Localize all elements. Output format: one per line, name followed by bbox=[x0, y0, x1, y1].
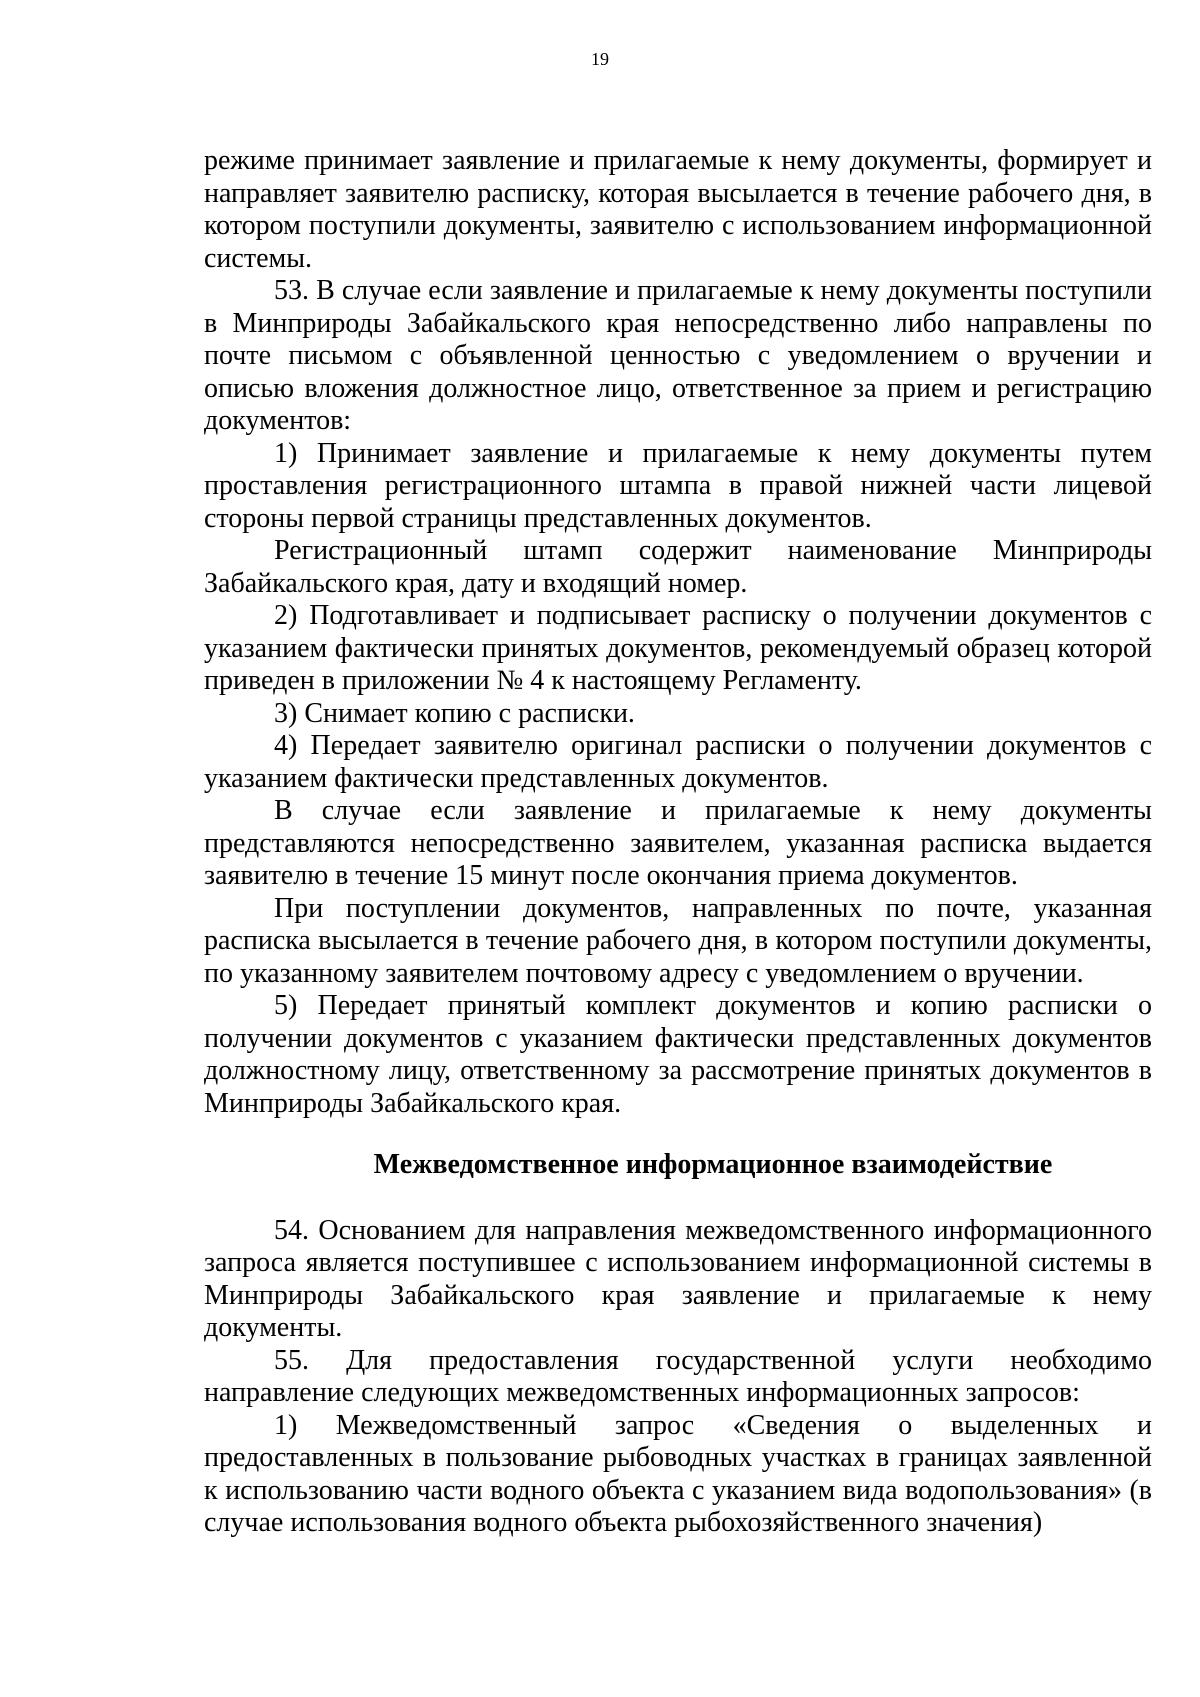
paragraph: 5) Передает принятый комплект документов и копию расписки о получении документов с указанием фактически представленных документов должностному лицу, ответственному за рассмотрение принятых документов в Минприроды Забайкальского края. bbox=[204, 990, 1152, 1119]
paragraph: режиме принимает заявление и прилагаемые к нему документы, формирует и направляет заявителю расписку, которая высылается в течение рабочего дня, в котором поступили документы, заявителю с использованием информационной системы. bbox=[204, 145, 1152, 274]
paragraph: В случае если заявление и прилагаемые к нему документы представляются непосредственно заявителем, указанная расписка выдается заявителю в течение 15 минут после окончания приема документов. bbox=[204, 795, 1152, 891]
paragraph-55: 55. Для предоставления государственной услуги необходимо направление следующих межведомственных информационных запросов: bbox=[204, 1344, 1152, 1408]
page-number: 19 bbox=[591, 49, 609, 69]
paragraph: Регистрационный штамп содержит наименование Минприроды Забайкальского края, дату и входящий номер. bbox=[204, 535, 1152, 599]
paragraph: 1) Межведомственный запрос «Сведения о выделенных и предоставленных в пользование рыбоводных участках в границах заявленной к использованию части водного объекта с указанием вида водопользования» (в случае использования водного объекта рыбохозяйственного значения) bbox=[204, 1409, 1152, 1538]
paragraph: При поступлении документов, направленных по почте, указанная расписка высылается в течение рабочего дня, в котором поступили документы, по указанному заявителем почтовому адресу с уведомлением о вручении. bbox=[204, 892, 1152, 989]
paragraph-53: 53. В случае если заявление и прилагаемые к нему документы поступили в Минприроды Забайкальского края непосредственно либо направлены по почте письмом с объявленной ценностью с уведомлением о вручении и описью вложения должностное лицо, ответственное за прием и регистрацию документов: bbox=[204, 275, 1152, 436]
paragraph: 2) Подготавливает и подписывает расписку о получении документов с указанием фактически принятых документов, рекомендуемый образец которой приведен в приложении № 4 к настоящему Регламенту. bbox=[204, 600, 1152, 696]
paragraph: 3) Снимает копию с расписки. bbox=[274, 697, 635, 729]
document-body bbox=[204, 145, 1152, 1540]
paragraph: 1) Принимает заявление и прилагаемые к нему документы путем проставления регистрационного штампа в правой нижней части лицевой стороны первой страницы представленных документов. bbox=[204, 437, 1152, 534]
paragraph: 4) Передает заявителю оригинал расписки о получении документов с указанием фактически представленных документов. bbox=[204, 730, 1152, 794]
section-heading: Межведомственное информационное взаимодействие bbox=[373, 1149, 1053, 1180]
paragraph-54: 54. Основанием для направления межведомственного информационного запроса является поступившее с использованием информационной системы в Минприроды Забайкальского края заявление и прилагаемые к нему документы. bbox=[204, 1214, 1152, 1343]
